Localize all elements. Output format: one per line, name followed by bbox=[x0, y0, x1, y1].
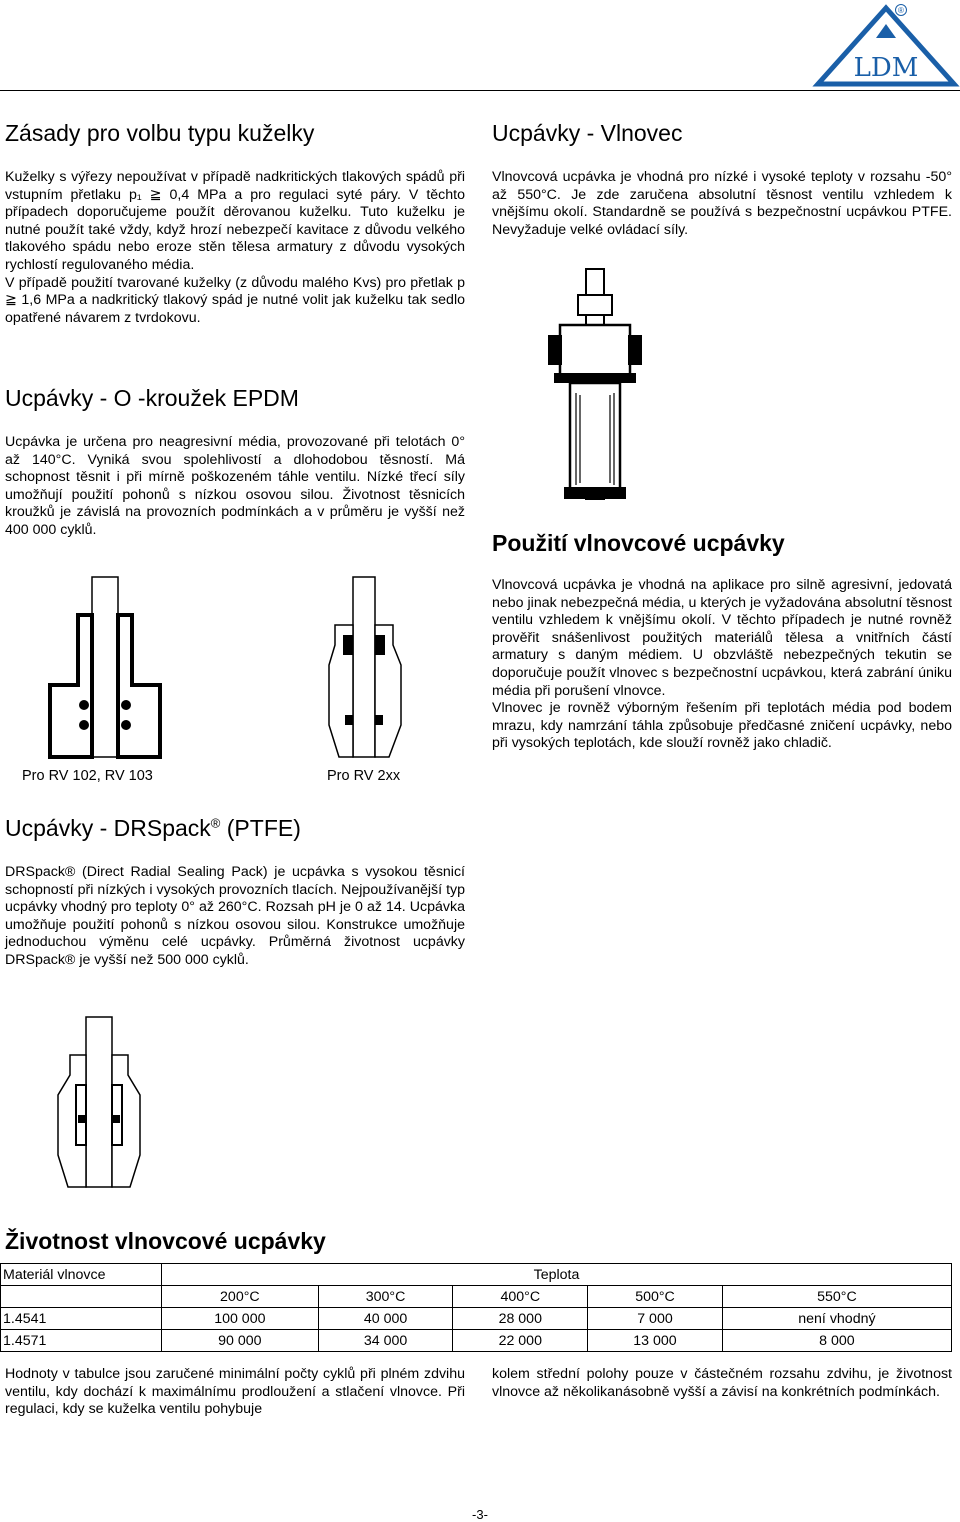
okrouzek-paragraph: Ucpávka je určena pro neagresivní média, provozované při telotách 0° až 140°C. Vyniká svou spolehlivostí a dlohodobou těsností. Má schopnost těsnit i při mírně poškozeném táhle ventilu. Nízké třecí síly umožňují použití pohonů s nízkou osovou silou. Životnost těsnicích kroužků je závislá na provozních podmínkách a v průměru je vyšší než 400 000 cyklů. bbox=[5, 434, 465, 538]
table-row bbox=[1, 1330, 952, 1352]
table-row bbox=[1, 1264, 952, 1286]
drspack-title-main: Ucpávky - DRSpack bbox=[5, 815, 211, 841]
table-cell: 1.4571 bbox=[1, 1330, 162, 1352]
table-cell: není vhodný bbox=[722, 1308, 951, 1330]
section-title-drspack bbox=[5, 815, 465, 842]
drspack-drawing bbox=[40, 1015, 160, 1190]
section-title-kuzelky: Zásady pro volbu typu kuželky bbox=[5, 120, 315, 146]
table-cell: 34 000 bbox=[318, 1330, 453, 1352]
logo-registered: ® bbox=[898, 6, 904, 15]
caption-rv2xx: Pro RV 2xx bbox=[327, 768, 401, 784]
section-title-okrouzek: Ucpávky - O -kroužek EPDM bbox=[5, 385, 299, 411]
drspack-paragraph: DRSpack® (Direct Radial Sealing Pack) je ucpávka s vysokou těsnicí schopností při nízkých i vysokých provozních tlacích. Nejpoužívanější typ ucpávky vhodný pro teploty 0° až 260°C. Rozsah pH je 0 až 14. Ucpávka umožňuje použití pohonů s nízkou osovou silou. Konstrukce umožňuje jednoduchou výměnu celé ucpávky. Průměrná životnost ucpávky DRSpack® je vyšší než 500 000 cyklů. bbox=[5, 864, 465, 968]
table-cell: 40 000 bbox=[318, 1308, 453, 1330]
table-cell: 500°C bbox=[588, 1286, 723, 1308]
oring-drawing-rv102 bbox=[40, 575, 170, 760]
page-number: -3- bbox=[472, 1507, 488, 1522]
kuzelky-paragraph-2: V případě použití tvarované kuželky (z důvodu malého Kvs) pro přetlak p ≧ 1,6 MPa a nadkritický tlakový spád je nutné volit jak kuželku tak sedlo opatřené návarem z tvrdokovu. bbox=[5, 274, 465, 326]
table-cell: 200°C bbox=[162, 1286, 319, 1308]
table-cell: 550°C bbox=[722, 1286, 951, 1308]
drspack-title-registered: ® bbox=[210, 815, 221, 831]
oring-drawing-rv2xx bbox=[315, 575, 415, 760]
bellows-seal-drawing bbox=[540, 265, 650, 505]
company-logo bbox=[812, 2, 960, 88]
zivotnost-note-right: kolem střední polohy pouze v částečném rozsahu zdvihu, je životnost vlnovce až několikanásobně vyšší a závisí na konkrétních podmínkách. bbox=[492, 1366, 952, 1400]
lifetime-table bbox=[0, 1263, 952, 1352]
table-cell: 100 000 bbox=[162, 1308, 319, 1330]
caption-rv102: Pro RV 102, RV 103 bbox=[22, 768, 153, 784]
header-rule bbox=[0, 90, 960, 91]
table-cell: 300°C bbox=[318, 1286, 453, 1308]
vlnovec-paragraph: Vlnovcová ucpávka je vhodná pro nízké i vysoké teploty v rozsahu -50° až 550°C. Je zde zaručena absolutní těsnost ventilu vzhledem k vnějšímu okolí. Standardně se používá s bezpečnostní ucpávkou PTFE. Nevyžaduje velké ovládací síly. bbox=[492, 169, 952, 238]
pouziti-paragraph-2: Vlnovec je rovněž výborným řešením při teplotách média pod bodem mrazu, kdy namrzání táhla způsobuje předčasné zničení ucpávky, nebo při vysokých teplotách, kde slouží rovněž jako chladič. bbox=[492, 700, 952, 752]
table-cell: 28 000 bbox=[453, 1308, 588, 1330]
pouziti-paragraph-1: Vlnovcová ucpávka je vhodná na aplikace pro silně agresivní, jedovatá nebo jinak nebezpečná média, u kterých je vyžadována absolutní těsnost ventilu vzhledem k vnějšímu okolí. V těchto případech je nutné rovněž prověřit snášenlivost použitých materiálů tělesa a vnitřních částí armatury s daným médiem. U obzvláště nebezpečných tekutin se doporučuje použít vlnovec s bezpečnostní ucpávkou, která zabrání úniku média při porušení vlnovce. bbox=[492, 577, 952, 699]
table-header-material: Materiál vlnovce bbox=[1, 1264, 162, 1286]
zivotnost-note-left: Hodnoty v tabulce jsou zaručené minimální počty cyklů při plném zdvihu ventilu, kdy dochází k maximálnímu prodloužení a stlačení vlnovce. Při regulaci, kdy se kuželka ventilu pohybuje bbox=[5, 1366, 465, 1418]
table-cell: 400°C bbox=[453, 1286, 588, 1308]
table-cell: 8 000 bbox=[722, 1330, 951, 1352]
section-title-pouziti: Použití vlnovcové ucpávky bbox=[492, 530, 785, 556]
table-cell: 90 000 bbox=[162, 1330, 319, 1352]
section-title-zivotnost: Životnost vlnovcové ucpávky bbox=[5, 1228, 326, 1254]
logo-text: LDM bbox=[853, 53, 919, 83]
table-row bbox=[1, 1308, 952, 1330]
table-row bbox=[1, 1286, 952, 1308]
section-title-vlnovec: Ucpávky - Vlnovec bbox=[492, 120, 683, 146]
table-cell: 1.4541 bbox=[1, 1308, 162, 1330]
kuzelky-paragraph-1: Kuželky s výřezy nepoužívat v případě nadkritických tlakových spádů při vstupním přetlaku p₁ ≧ 0,4 MPa a pro regulaci syté páry. V těchto případech doporučujeme použít děrovanou kuželku. Tuto kuželku je nutné použít také vždy, když hrozí nebezpečí kavitace z důvodu velkého tlakového spádu nebo eroze stěn tělesa armatury z důvodu vysokých rychlostí regulovaného média. bbox=[5, 169, 465, 273]
table-cell: 22 000 bbox=[453, 1330, 588, 1352]
table-cell: 13 000 bbox=[588, 1330, 723, 1352]
table-cell: 7 000 bbox=[588, 1308, 723, 1330]
drspack-title-tail: (PTFE) bbox=[220, 815, 301, 841]
table-header-teplota: Teplota bbox=[162, 1264, 952, 1286]
